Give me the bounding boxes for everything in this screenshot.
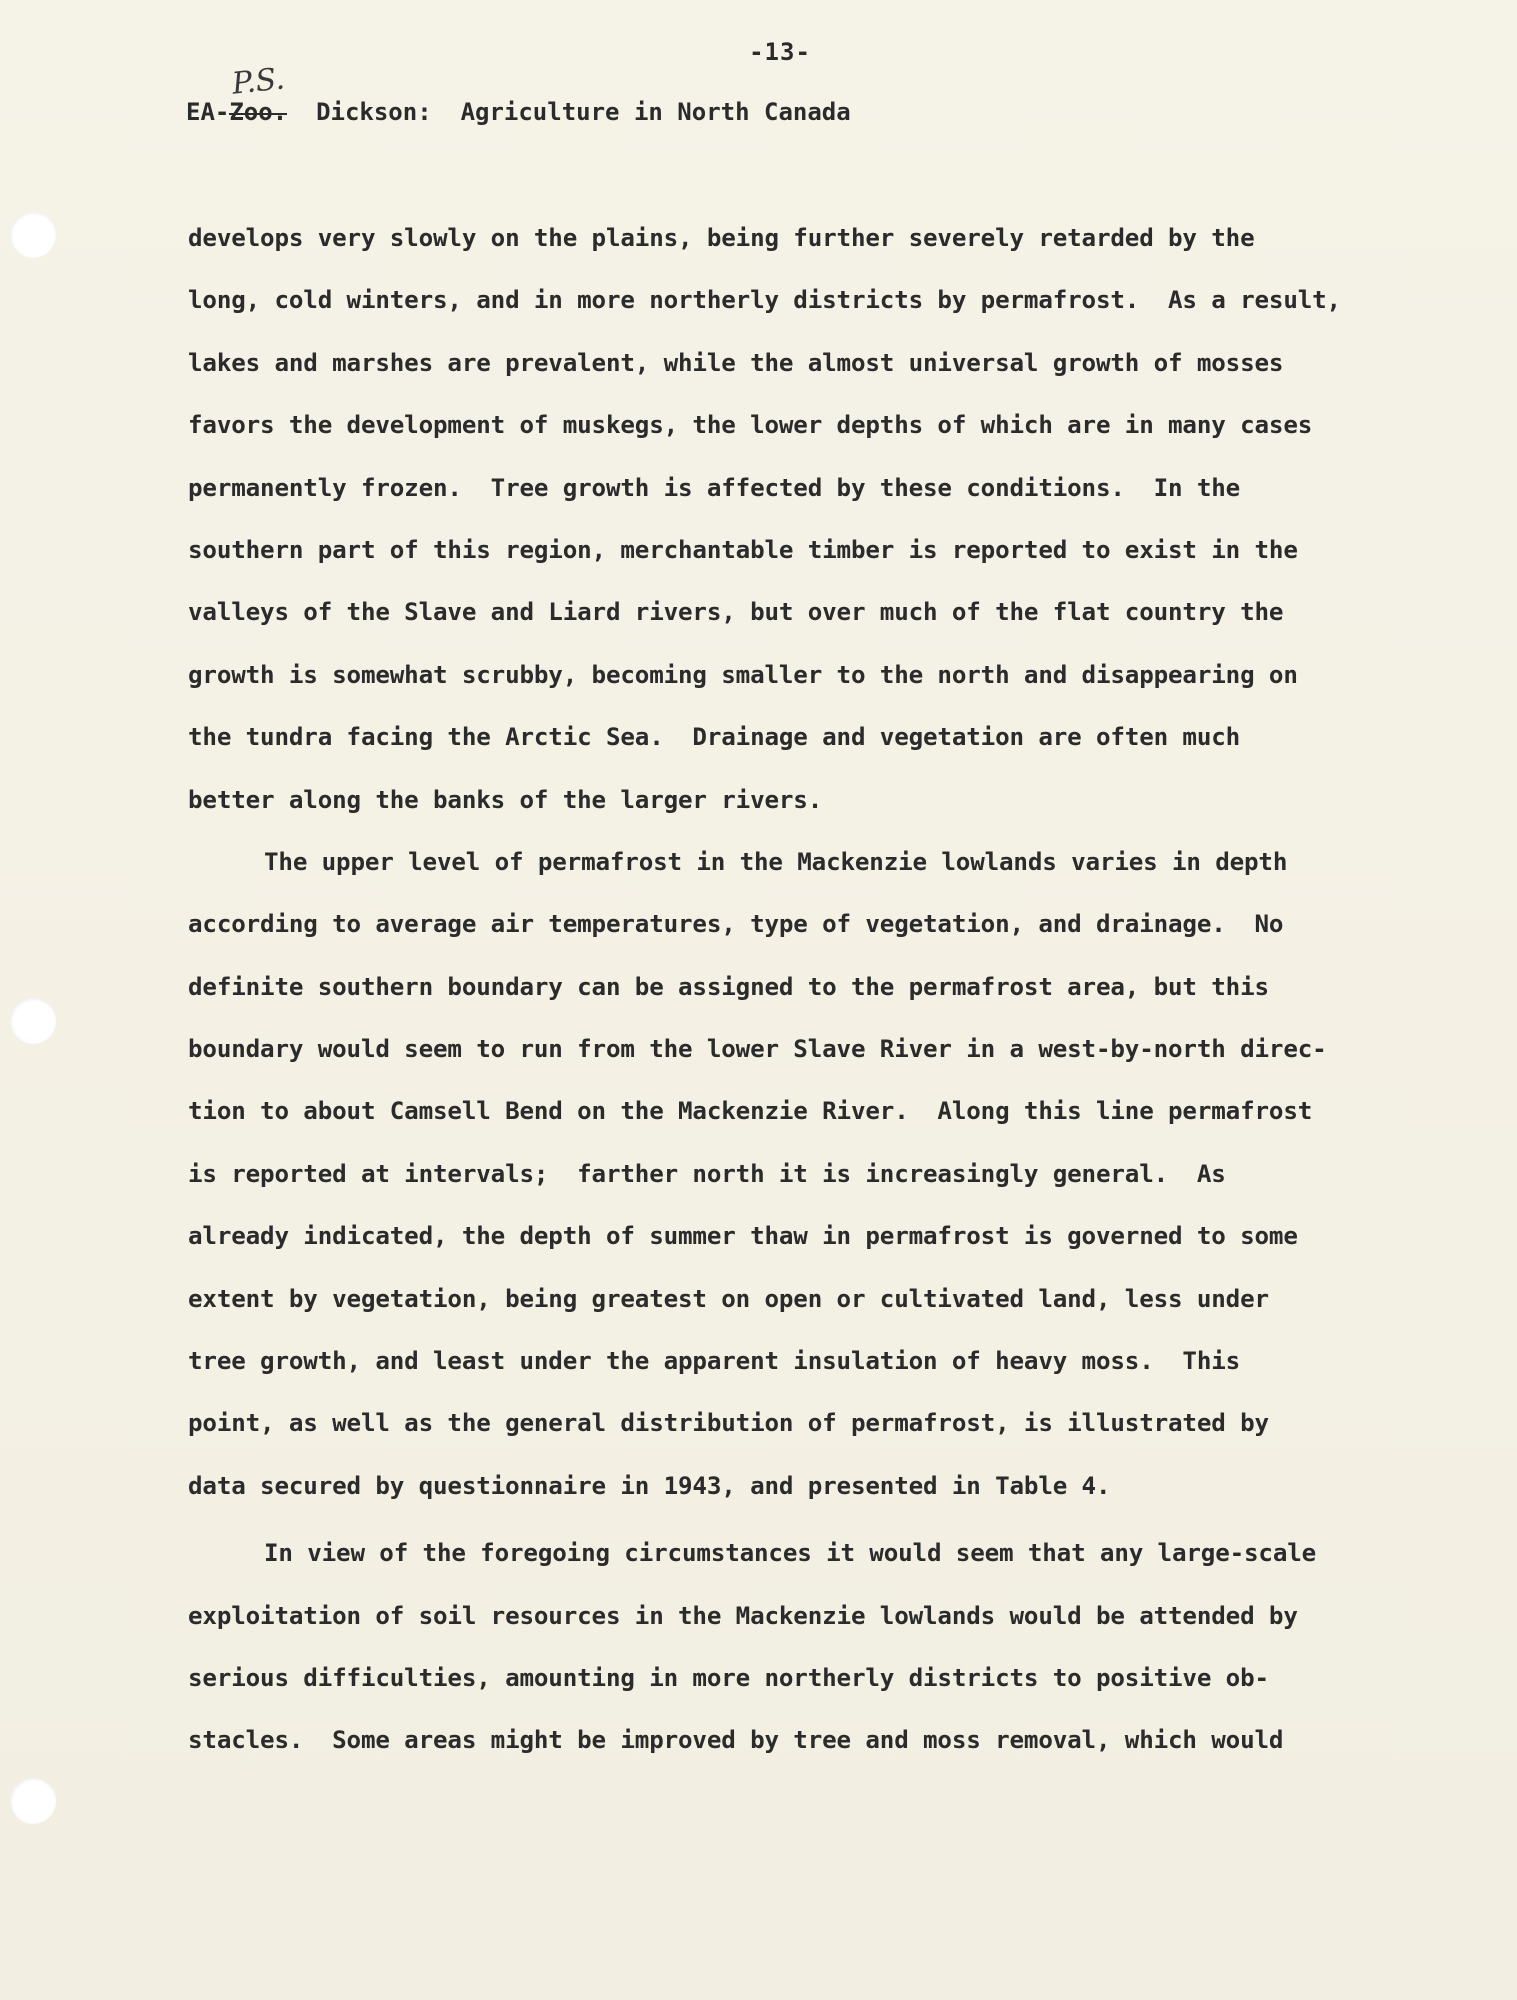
text-line: serious difficulties, amounting in more northerly districts to positive ob- xyxy=(188,1663,1269,1692)
text-line: growth is somewhat scrubby, becoming smaller to the north and disappearing on xyxy=(188,660,1298,689)
running-header xyxy=(186,98,851,126)
text-line: point, as well as the general distribution of permafrost, is illustrated by xyxy=(188,1409,1269,1438)
text-line: boundary would seem to run from the lower Slave River in a west-by-north direc- xyxy=(188,1035,1327,1064)
header-title: Agriculture in North Canada xyxy=(460,98,851,126)
text-line: stacles. Some areas might be improved by tree and moss removal, which would xyxy=(188,1726,1284,1755)
text-line: lakes and marshes are prevalent, while the almost universal growth of mosses xyxy=(188,348,1284,377)
punch-hole xyxy=(10,998,56,1044)
handwritten-annotation: P.S. xyxy=(230,61,287,102)
punch-hole xyxy=(10,212,56,258)
body-text xyxy=(188,220,1428,1785)
punch-hole xyxy=(10,1778,56,1824)
text-line: favors the development of muskegs, the lower depths of which are in many cases xyxy=(188,411,1313,440)
text-line: The upper level of permafrost in the Mackenzie lowlands varies in depth xyxy=(264,847,1288,876)
text-line: southern part of this region, merchantable timber is reported to exist in the xyxy=(188,535,1298,564)
page-number: -13- xyxy=(749,38,811,66)
text-line: data secured by questionnaire in 1943, and presented in Table 4. xyxy=(188,1471,1111,1500)
text-line: extent by vegetation, being greatest on open or cultivated land, less under xyxy=(188,1284,1269,1313)
text-line: long, cold winters, and in more northerly districts by permafrost. As a result, xyxy=(188,286,1341,315)
header-author: Dickson: xyxy=(316,98,432,126)
text-line: tion to about Camsell Bend on the Mackenzie River. Along this line permafrost xyxy=(188,1097,1313,1126)
text-line: according to average air temperatures, type of vegetation, and drainage. No xyxy=(188,910,1284,939)
text-line: develops very slowly on the plains, being further severely retarded by the xyxy=(188,224,1255,252)
text-line: definite southern boundary can be assigned to the permafrost area, but this xyxy=(188,972,1269,1001)
text-line: already indicated, the depth of summer thaw in permafrost is governed to some xyxy=(188,1222,1298,1251)
text-line: permanently frozen. Tree growth is affected by these conditions. In the xyxy=(188,473,1241,502)
text-line: better along the banks of the larger rivers. xyxy=(188,785,823,814)
header-code-struck: Zoo. xyxy=(229,98,288,126)
text-line: is reported at intervals; farther north it is increasingly general. As xyxy=(188,1159,1226,1188)
header-code-prefix: EA- xyxy=(186,98,230,126)
text-line: the tundra facing the Arctic Sea. Drainage and vegetation are often much xyxy=(188,723,1241,752)
text-line: tree growth, and least under the apparent insulation of heavy moss. This xyxy=(188,1347,1241,1376)
text-line: exploitation of soil resources in the Mackenzie lowlands would be attended by xyxy=(188,1601,1298,1630)
text-line: valleys of the Slave and Liard rivers, but over much of the flat country the xyxy=(188,598,1284,627)
text-line: In view of the foregoing circumstances it would seem that any large-scale xyxy=(264,1539,1317,1568)
